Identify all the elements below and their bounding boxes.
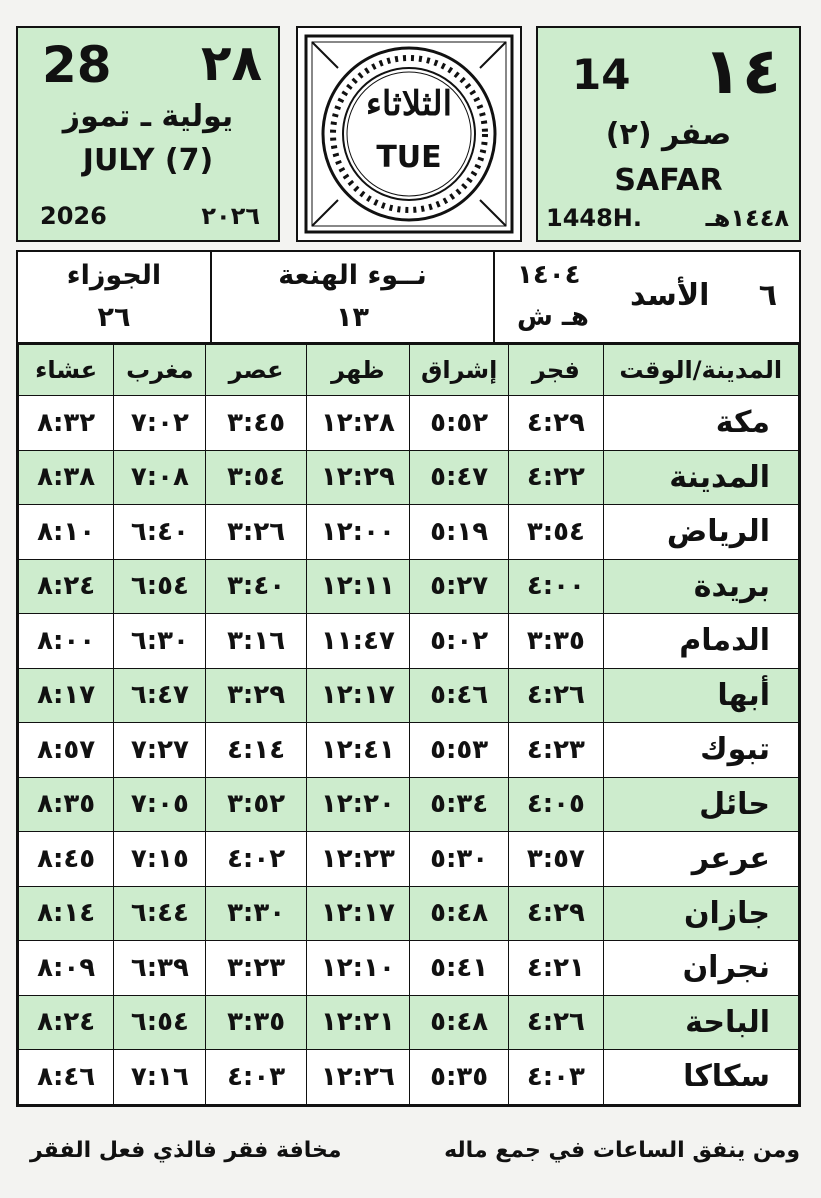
footer-verse (30, 1138, 800, 1178)
cell-fajr: ٣:٥٧ (509, 832, 603, 887)
cell-asr: ٣:٤٥ (206, 396, 306, 451)
right-zodiac-name: الأسد (630, 278, 710, 313)
cell-fajr: ٤:٢٦ (509, 668, 603, 723)
header-dhuhr: ظهر (306, 345, 409, 396)
season-info-bar (16, 250, 801, 344)
right-zodiac-num: ٦ (758, 278, 777, 313)
cell-dhuhr: ١٢:١٧ (306, 668, 409, 723)
cell-maghrib: ٦:٣٩ (114, 941, 206, 996)
cell-asr: ٣:٢٩ (206, 668, 306, 723)
cell-city: الرياض (603, 505, 799, 560)
cell-maghrib: ٧:٠٨ (114, 450, 206, 505)
left-zodiac-name: الجوزاء (66, 260, 162, 291)
cell-sunrise: ٥:٤٨ (410, 995, 509, 1050)
cell-city: بريدة (603, 559, 799, 614)
hijri-month-english: SAFAR (614, 163, 723, 198)
cell-dhuhr: ١٢:١١ (306, 559, 409, 614)
cell-city: جازان (603, 886, 799, 941)
cell-maghrib: ٦:٤٤ (114, 886, 206, 941)
cell-asr: ٣:٥٤ (206, 450, 306, 505)
cell-maghrib: ٧:٠٥ (114, 777, 206, 832)
hijri-date-box (536, 26, 801, 242)
table-row (19, 832, 799, 887)
info-left-zodiac (18, 252, 212, 342)
cell-isha: ٨:٠٩ (19, 941, 114, 996)
cell-city: المدينة (603, 450, 799, 505)
verse-right: ومن ينفق الساعات في جمع ماله (444, 1138, 800, 1163)
cell-asr: ٤:٠٣ (206, 1050, 306, 1105)
gregorian-year-arabic: ٢٠٢٦ (201, 202, 260, 230)
table-row (19, 614, 799, 669)
cell-isha: ٨:٤٦ (19, 1050, 114, 1105)
cell-city: تبوك (603, 723, 799, 778)
cell-sunrise: ٥:٠٢ (410, 614, 509, 669)
cell-asr: ٣:٣٥ (206, 995, 306, 1050)
cell-dhuhr: ١٢:١٧ (306, 886, 409, 941)
cell-asr: ٣:٥٢ (206, 777, 306, 832)
shamsi-label: هـ ش (517, 302, 589, 332)
cell-city: الباحة (603, 995, 799, 1050)
header-maghrib: مغرب (114, 345, 206, 396)
table-row (19, 450, 799, 505)
cell-maghrib: ٦:٥٤ (114, 995, 206, 1050)
gregorian-day-arabic: ٢٨ (200, 34, 262, 92)
gregorian-year-western: 2026 (40, 202, 107, 230)
table-row (19, 505, 799, 560)
table-row (19, 777, 799, 832)
cell-dhuhr: ١٢:٢٠ (306, 777, 409, 832)
seal-frame-icon (298, 28, 520, 240)
weekday-arabic: الثلاثاء (365, 84, 453, 124)
cell-fajr: ٤:٢١ (509, 941, 603, 996)
cell-isha: ٨:١٤ (19, 886, 114, 941)
cell-sunrise: ٥:٢٧ (410, 559, 509, 614)
left-zodiac-day: ٢٦ (97, 302, 131, 333)
info-naw (212, 252, 495, 342)
weekday-english: TUE (376, 140, 442, 175)
cell-dhuhr: ١٢:٢٩ (306, 450, 409, 505)
cell-city: أبها (603, 668, 799, 723)
gregorian-month-english: JULY (7) (82, 143, 214, 178)
cell-maghrib: ٦:٤٧ (114, 668, 206, 723)
cell-city: سكاكا (603, 1050, 799, 1105)
cell-isha: ٨:٢٤ (19, 995, 114, 1050)
cell-dhuhr: ١٢:٤١ (306, 723, 409, 778)
cell-dhuhr: ١٢:٢٦ (306, 1050, 409, 1105)
cell-sunrise: ٥:٣٥ (410, 1050, 509, 1105)
cell-maghrib: ٦:٣٠ (114, 614, 206, 669)
cell-isha: ٨:١٧ (19, 668, 114, 723)
cell-asr: ٣:٤٠ (206, 559, 306, 614)
cell-fajr: ٤:٢٩ (509, 396, 603, 451)
gregorian-day-western: 28 (42, 36, 112, 94)
cell-fajr: ٣:٣٥ (509, 614, 603, 669)
cell-asr: ٣:١٦ (206, 614, 306, 669)
hijri-month-arabic: صفر (٢) (605, 117, 732, 152)
cell-isha: ٨:٠٠ (19, 614, 114, 669)
cell-sunrise: ٥:٤٧ (410, 450, 509, 505)
cell-isha: ٨:٣٨ (19, 450, 114, 505)
verse-left: مخافة فقر فالذي فعل الفقر (30, 1138, 342, 1163)
cell-maghrib: ٧:١٦ (114, 1050, 206, 1105)
table-row (19, 396, 799, 451)
cell-city: حائل (603, 777, 799, 832)
cell-city: مكة (603, 396, 799, 451)
shamsi-year: ١٤٠٤ (517, 260, 581, 290)
table-row (19, 886, 799, 941)
table-row (19, 668, 799, 723)
cell-maghrib: ٦:٤٠ (114, 505, 206, 560)
header-fajr: فجر (509, 345, 603, 396)
cell-sunrise: ٥:٣٠ (410, 832, 509, 887)
table-row (19, 1050, 799, 1105)
gregorian-month-arabic: يولية ـ تموز (62, 99, 234, 134)
cell-asr: ٤:٠٢ (206, 832, 306, 887)
cell-isha: ٨:٣٥ (19, 777, 114, 832)
cell-city: نجران (603, 941, 799, 996)
cell-asr: ٣:٣٠ (206, 886, 306, 941)
cell-dhuhr: ١٢:٢١ (306, 995, 409, 1050)
hijri-day-western: 14 (572, 50, 631, 99)
weekday-box (296, 26, 522, 242)
cell-sunrise: ٥:٤٨ (410, 886, 509, 941)
cell-fajr: ٤:٢٢ (509, 450, 603, 505)
table-row (19, 723, 799, 778)
cell-fajr: ٤:٢٦ (509, 995, 603, 1050)
cell-city: عرعر (603, 832, 799, 887)
cell-dhuhr: ١٢:١٠ (306, 941, 409, 996)
hijri-year-western: 1448H. (546, 204, 642, 232)
cell-sunrise: ٥:٥٣ (410, 723, 509, 778)
cell-fajr: ٤:٠٠ (509, 559, 603, 614)
cell-maghrib: ٧:١٥ (114, 832, 206, 887)
hijri-year-arabic: ١٤٤٨هـ (705, 204, 789, 232)
cell-isha: ٨:٢٤ (19, 559, 114, 614)
header-asr: عصر (206, 345, 306, 396)
cell-sunrise: ٥:٤٦ (410, 668, 509, 723)
cell-asr: ٣:٢٦ (206, 505, 306, 560)
cell-asr: ٤:١٤ (206, 723, 306, 778)
cell-fajr: ٤:٢٩ (509, 886, 603, 941)
cell-fajr: ٤:٠٣ (509, 1050, 603, 1105)
table-row (19, 941, 799, 996)
cell-maghrib: ٧:٠٢ (114, 396, 206, 451)
table-header-row (19, 345, 799, 396)
cell-isha: ٨:٥٧ (19, 723, 114, 778)
header-sunrise: إشراق (410, 345, 509, 396)
header-city-time: المدينة/الوقت (603, 345, 799, 396)
cell-city: الدمام (603, 614, 799, 669)
cell-dhuhr: ١٢:٢٣ (306, 832, 409, 887)
prayer-times-table (16, 344, 801, 1107)
cell-sunrise: ٥:٥٢ (410, 396, 509, 451)
naw-day: ١٣ (336, 302, 369, 333)
cell-sunrise: ٥:٤١ (410, 941, 509, 996)
cell-dhuhr: ١١:٤٧ (306, 614, 409, 669)
cell-sunrise: ٥:١٩ (410, 505, 509, 560)
cell-dhuhr: ١٢:٠٠ (306, 505, 409, 560)
cell-isha: ٨:١٠ (19, 505, 114, 560)
table-body (19, 396, 799, 1105)
cell-maghrib: ٧:٢٧ (114, 723, 206, 778)
cell-fajr: ٤:٠٥ (509, 777, 603, 832)
header-isha: عشاء (19, 345, 114, 396)
cell-dhuhr: ١٢:٢٨ (306, 396, 409, 451)
cell-asr: ٣:٢٣ (206, 941, 306, 996)
table-row (19, 995, 799, 1050)
naw-name: نــوء الهنعة (278, 260, 427, 291)
cell-isha: ٨:٣٢ (19, 396, 114, 451)
cell-maghrib: ٦:٥٤ (114, 559, 206, 614)
hijri-day-arabic: ١٤ (702, 35, 781, 109)
cell-fajr: ٣:٥٤ (509, 505, 603, 560)
gregorian-date-box (16, 26, 280, 242)
cell-isha: ٨:٤٥ (19, 832, 114, 887)
cell-sunrise: ٥:٣٤ (410, 777, 509, 832)
cell-fajr: ٤:٢٣ (509, 723, 603, 778)
table-row (19, 559, 799, 614)
info-shamsi-zodiac (495, 252, 799, 342)
